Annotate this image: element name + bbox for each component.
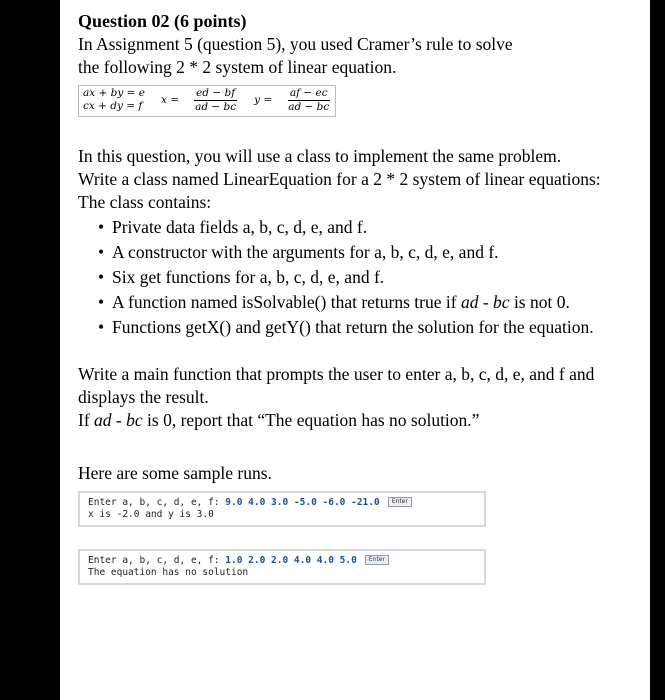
x-numerator: ed − bf: [196, 86, 236, 99]
para4-var: ad - bc: [94, 409, 143, 430]
intro-line-1: In Assignment 5 (question 5), you used Cramer’s rule to solve: [78, 34, 513, 54]
list-item: • Six get functions for a, b, c, d, e, and f.: [98, 266, 648, 289]
run-line: [88, 497, 476, 509]
para4-suffix: is 0, report that “The equation has no solution.”: [142, 409, 480, 430]
equation-system: [83, 87, 145, 113]
requirements-list: [78, 216, 648, 339]
paragraph-4: [78, 409, 648, 432]
document-page: [60, 0, 650, 700]
equation-1: ax + by = e: [83, 87, 145, 99]
run-input: 9.0 4.0 3.0 -5.0 -6.0 -21.0: [225, 496, 380, 508]
run-output: x is -2.0 and y is 3.0: [88, 508, 214, 520]
x-denominator: ad − bc: [195, 100, 237, 113]
intro-line-2: the following 2 * 2 system of linear equation.: [78, 57, 397, 77]
question-content: [78, 10, 648, 585]
run-output: The equation has no solution: [88, 566, 249, 578]
y-numerator: af − ec: [289, 86, 328, 99]
list-item: • A constructor with the arguments for a, b, c, d, e, and f.: [98, 241, 648, 264]
y-fraction: [286, 87, 331, 114]
bullet4-prefix: A function named isSolvable() that returns true if: [112, 291, 461, 312]
x-fraction: [193, 87, 238, 114]
x-label: x =: [161, 93, 180, 106]
run-input: 1.0 2.0 2.0 4.0 4.0 5.0: [225, 554, 357, 566]
question-title: Question 02 (6 points): [78, 11, 247, 31]
enter-key-icon: Enter: [388, 497, 412, 507]
list-item: [98, 291, 648, 314]
list-item: • Private data fields a, b, c, d, e, and f.: [98, 216, 648, 239]
y-label: y =: [254, 93, 273, 106]
paragraph-3: Write a main function that prompts the user to enter a, b, c, d, e, and f and displays the result.: [78, 363, 595, 407]
class-contains-label: The class contains:: [78, 191, 212, 212]
y-denominator: ad − bc: [288, 100, 330, 113]
sample-run-1: [78, 491, 486, 527]
run-prompt: Enter a, b, c, d, e, f:: [88, 496, 226, 508]
run-prompt: Enter a, b, c, d, e, f:: [88, 554, 226, 566]
paragraph-1: In this question, you will use a class to implement the same problem.: [78, 145, 562, 166]
bullet4-suffix: is not 0.: [509, 291, 570, 312]
para4-prefix: If: [78, 409, 95, 430]
sample-run-2: [78, 549, 486, 585]
list-item: • Functions getX() and getY() that return the solution for the equation.: [98, 316, 648, 339]
cramer-formula-box: [78, 85, 336, 117]
equation-2: cx + dy = f: [83, 100, 143, 112]
sample-runs-title: Here are some sample runs.: [78, 462, 272, 483]
enter-key-icon: Enter: [365, 555, 389, 565]
bullet4-var: ad - bc: [460, 291, 510, 312]
run-line: [88, 555, 476, 567]
paragraph-2: Write a class named LinearEquation for a 2 * 2 system of linear equations:: [78, 168, 601, 189]
